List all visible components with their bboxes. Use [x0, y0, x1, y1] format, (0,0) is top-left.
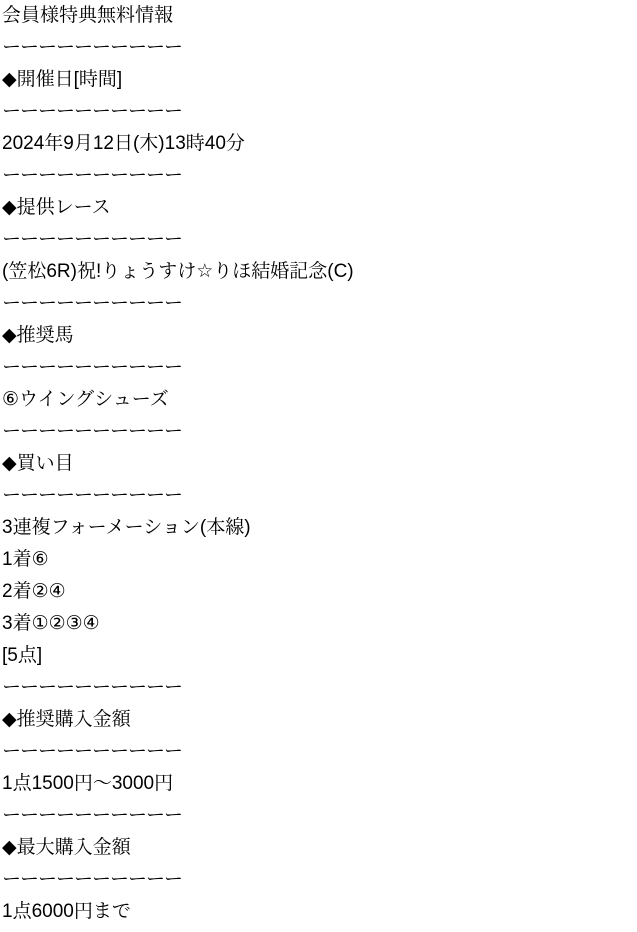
section-saidai-kounyuu-kingaku	[0, 832, 637, 928]
section-heading: ◆最大購入金額	[2, 837, 131, 858]
section-heading: ◆提供レース	[2, 197, 111, 218]
section-body-line: [5点]	[2, 645, 43, 666]
section-body-line: 3連複フォーメーション(本線)	[2, 517, 251, 538]
section-body-line: (笠松6R)祝!りょうすけ☆りほ結婚記念(C)	[2, 261, 354, 282]
section-heading: ◆推奨購入金額	[2, 709, 131, 730]
section-teikyou-race	[0, 192, 637, 320]
divider-9: ーーーーーーーーーー	[2, 677, 183, 698]
section-body-line: 1点1500円〜3000円	[2, 773, 174, 794]
section-body-line: 1点6000円まで	[2, 901, 131, 922]
divider-4: ーーーーーーーーーー	[2, 229, 183, 250]
section-kaime	[0, 448, 637, 704]
section-suishou-kounyuu-kingaku	[0, 704, 637, 832]
divider-11: ーーーーーーーーーー	[2, 805, 183, 826]
section-heading: ◆推奨馬	[2, 325, 74, 346]
section-body-line: 1着⑥	[2, 549, 49, 570]
section-body-line: 2着②④	[2, 581, 66, 602]
section-kaisaibi	[0, 64, 637, 192]
section-heading: ◆買い目	[2, 453, 74, 474]
section-body-line: 3着①②③④	[2, 613, 100, 634]
divider-7: ーーーーーーーーーー	[2, 421, 183, 442]
section-body-line: 2024年9月12日(木)13時40分	[2, 133, 245, 154]
divider-8: ーーーーーーーーーー	[2, 485, 183, 506]
divider-1: ーーーーーーーーーー	[2, 37, 183, 58]
divider-12: ーーーーーーーーーー	[2, 869, 183, 890]
section-body-line: ⑥ウイングシューズ	[2, 389, 169, 410]
divider-6: ーーーーーーーーーー	[2, 357, 183, 378]
divider-5: ーーーーーーーーーー	[2, 293, 183, 314]
divider-3: ーーーーーーーーーー	[2, 165, 183, 186]
section-suishouba	[0, 320, 637, 448]
document-title: 会員様特典無料情報	[2, 5, 174, 26]
divider-2: ーーーーーーーーーー	[2, 101, 183, 122]
divider-10: ーーーーーーーーーー	[2, 741, 183, 762]
section-heading: ◆開催日[時間]	[2, 69, 123, 90]
